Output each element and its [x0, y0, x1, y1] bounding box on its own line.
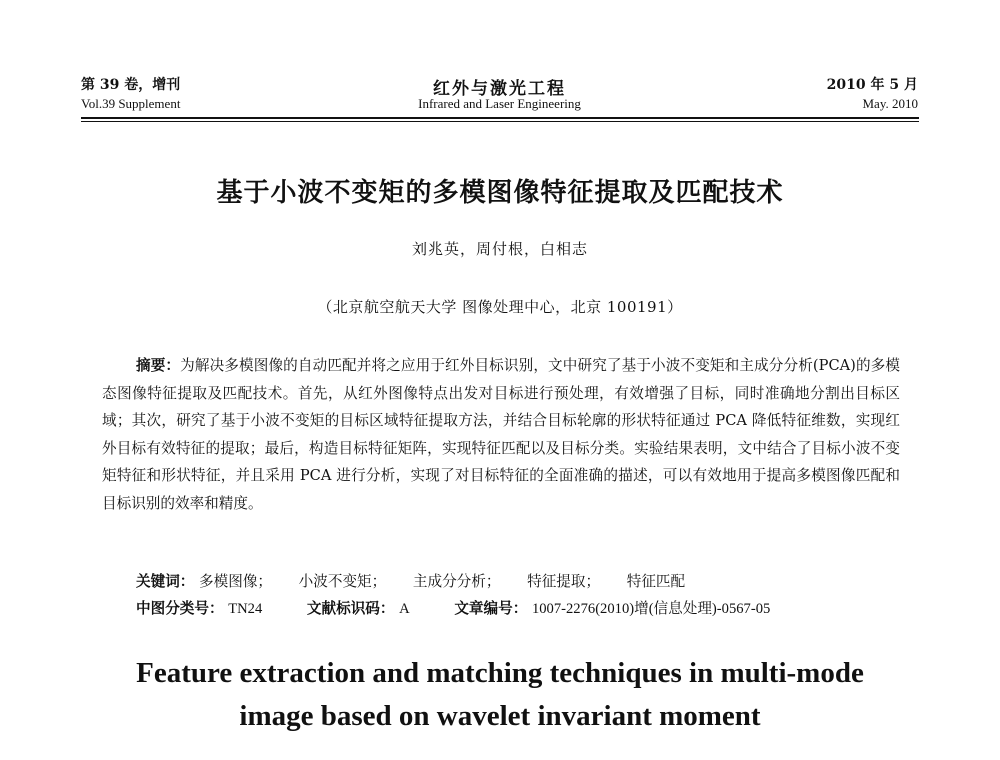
- doc-code-label: 文献标识码：: [306, 600, 395, 617]
- abstract-label: 摘要：: [136, 357, 181, 374]
- clc-value: TN24: [228, 601, 263, 617]
- article-number-label: 文章编号：: [454, 600, 528, 617]
- affiliation: （北京航空航天大学 图像处理中心，北京 100191）: [317, 298, 683, 316]
- paper-title-en-line-1: Feature extraction and matching techniques in multi-mode: [136, 657, 864, 689]
- keyword: 特征提取；: [527, 573, 601, 590]
- running-header-en: [81, 96, 918, 112]
- journal-name-en: Infrared and Laser Engineering: [418, 96, 581, 111]
- classification-row: [136, 597, 770, 618]
- volume-en: Vol.39 Supplement: [81, 96, 181, 111]
- keywords-row: [136, 570, 685, 591]
- keyword: 主成分分析；: [412, 573, 501, 590]
- volume-cn: 第 39 卷，增刊: [81, 77, 181, 93]
- paper-title-en-line-2: image based on wavelet invariant moment: [239, 700, 761, 732]
- article-number-value: 1007-2276(2010)增(信息处理)-0567-05: [531, 601, 771, 617]
- header-rule-thin: [81, 121, 919, 122]
- author-list: 刘兆英，周付根，白相志: [411, 240, 588, 258]
- paper-title-cn: 基于小波不变矩的多模图像特征提取及匹配技术: [216, 178, 784, 208]
- paper-title-en: [0, 652, 1000, 738]
- running-header-cn: [81, 74, 918, 99]
- keyword: 特征匹配: [626, 573, 686, 590]
- issue-date-en: May. 2010: [862, 96, 918, 111]
- keywords-label: 关键词：: [136, 573, 195, 590]
- doc-code-value: A: [399, 601, 410, 617]
- abstract: [102, 352, 900, 518]
- keyword: 多模图像；: [199, 573, 273, 590]
- clc-label: 中图分类号：: [136, 600, 224, 617]
- abstract-text: 为解决多模图像的自动匹配并将之应用于红外目标识别，文中研究了基于小波不变矩和主成分分析(PCA)的多模态图像特征提取及匹配技术。首先，从红外图像特点出发对目标进行预处理，有效增强了目标，同时准确地分割出目标区域；其次，研究了基于小波不变矩的目标区域特征提取方法，并结合目标轮廓的形状特征通过 PCA 降低特征维数，实现红外目标有效特征的提取；最后，构造目标特征矩阵，实现特征匹配以及目标分类。实验结果表明，文中结合了目标小波不变矩特征和形状特征，并且采用 PCA 进行分析，实现了对目标特征的全面准确的描述，可以有效地用于提高多模图像匹配和目标识别的效率和精度。: [102, 357, 900, 512]
- header-rule-thick: [81, 117, 919, 119]
- keyword: 小波不变矩；: [298, 573, 387, 590]
- journal-name-cn: 红外与激光工程: [433, 79, 566, 99]
- issue-date-cn: 2010 年 5 月: [826, 77, 918, 93]
